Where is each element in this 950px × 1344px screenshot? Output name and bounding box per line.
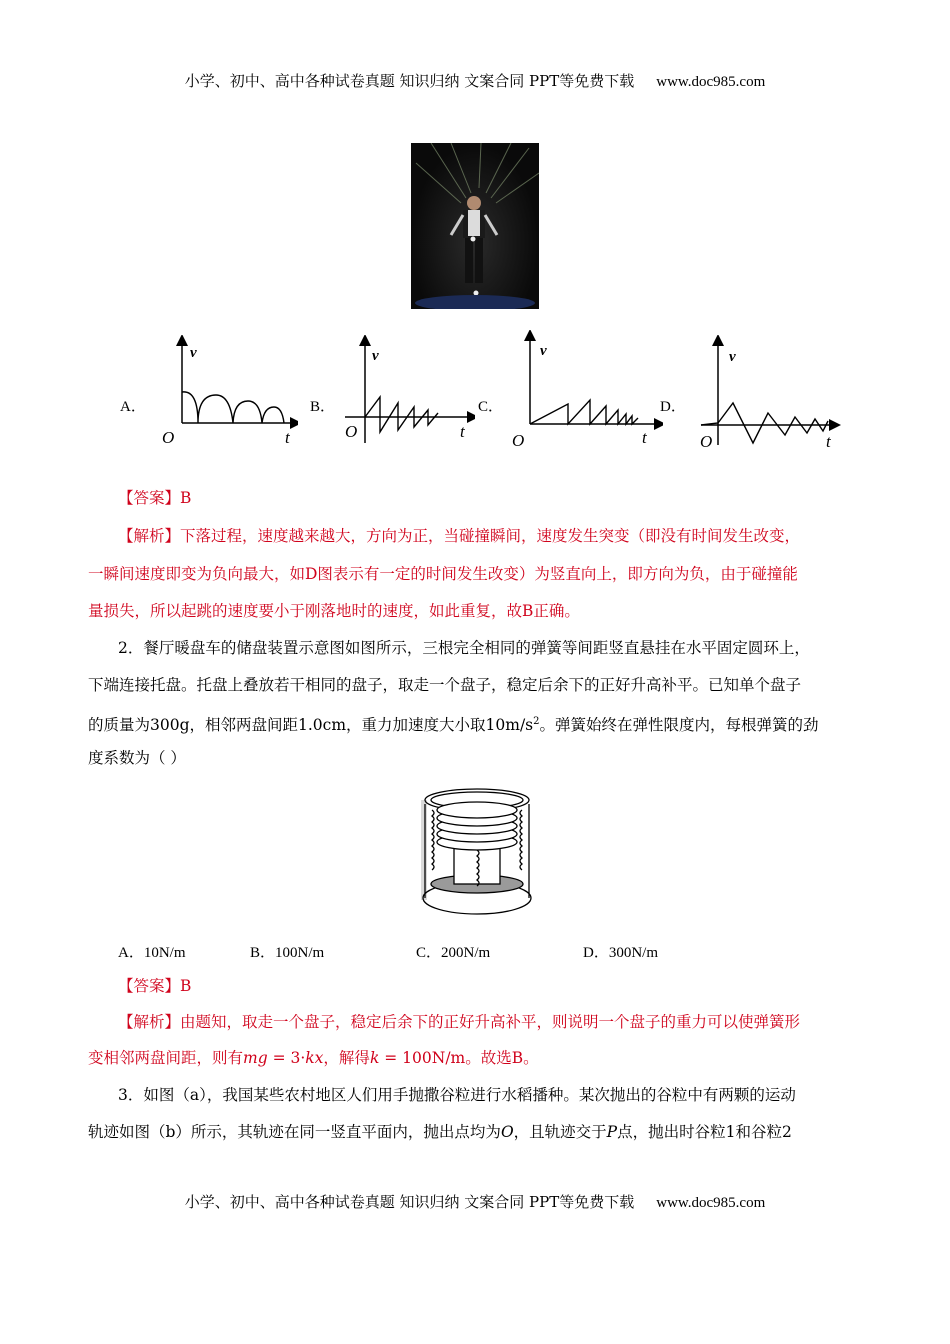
q1-analysis-l3: 量损失，所以起跳的速度要小于刚落地时的速度，如此重复，故B正确。	[88, 602, 580, 620]
graph-d	[693, 335, 843, 450]
q2-option-d: D．300N/m	[583, 945, 659, 961]
q2-analysis-l2: 变相邻两盘间距，则有mg = 3·kx，解得k = 100N/m。故选B。	[88, 1049, 539, 1067]
footer-text: 小学、初中、高中各种试卷真题 知识归纳 文案合同 PPT等免费下载	[184, 1193, 635, 1211]
svg-text:O: O	[700, 432, 713, 450]
q2-option-b: B．100N/m	[250, 945, 325, 961]
svg-text:v: v	[190, 345, 197, 361]
option-d-label: D．	[660, 399, 686, 415]
q3-stem-l2: 轨迹如图（b）所示，其轨迹在同一竖直平面内，抛出点均为O，且轨迹交于P点，抛出时谷粒1和谷粒2	[88, 1123, 792, 1141]
q2-stem-l4: 度系数为（ ）	[88, 749, 186, 767]
header-text: 小学、初中、高中各种试卷真题 知识归纳 文案合同 PPT等免费下载	[184, 72, 635, 90]
svg-text:t: t	[826, 432, 831, 450]
page-footer	[0, 1191, 950, 1212]
svg-text:t: t	[460, 422, 465, 441]
q1-analysis-l1: 【解析】下落过程，速度越来越大，方向为正，当碰撞瞬间，速度发生突变（即没有时间发生改变，	[118, 527, 801, 545]
q2-stem-l1: 2．餐厅暖盘车的储盘装置示意图如图所示，三根完全相同的弹簧等间距竖直悬挂在水平固定圆环上，	[118, 639, 810, 657]
svg-text:t: t	[285, 428, 290, 447]
option-b-label: B．	[310, 399, 336, 415]
option-a-label: A．	[120, 399, 146, 415]
svg-text:t: t	[642, 428, 647, 447]
q1-answer: 【答案】B	[118, 489, 192, 507]
svg-text:O: O	[345, 422, 358, 441]
plate-rack-diagram	[420, 780, 535, 920]
q2-stem-l3: 的质量为300g，相邻两盘间距1.0cm，重力加速度大小取$10m/s^2$。弹簧始终在弹性限度内，每根弹簧的劲	[88, 716, 819, 735]
q2-option-c: C．200N/m	[416, 945, 491, 961]
q2-option-a: A．10N/m	[118, 945, 186, 961]
option-c-label: C．	[478, 399, 504, 415]
svg-text:O: O	[512, 431, 525, 450]
svg-text:v: v	[540, 343, 547, 359]
q2-analysis-l1: 【解析】由题知，取走一个盘子，稳定后余下的正好升高补平，则说明一个盘子的重力可以使弹簧形	[118, 1013, 801, 1031]
graph-a	[158, 335, 298, 450]
q2-answer: 【答案】B	[118, 977, 192, 995]
graph-b	[340, 335, 475, 445]
svg-text:O: O	[162, 428, 175, 447]
graph-c	[508, 330, 663, 450]
header-url: www.doc985.com	[656, 74, 766, 90]
q2-stem-l2: 下端连接托盘。托盘上叠放若干相同的盘子，取走一个盘子，稳定后余下的正好升高补平。已知单个盘子	[88, 676, 802, 694]
footer-url: www.doc985.com	[656, 1195, 766, 1211]
performer-photo	[411, 143, 539, 309]
q1-analysis-l2: 一瞬间速度即变为负向最大，如D图表示有一定的时间发生改变）为竖直向上，即方向为负，由于碰撞能	[88, 565, 798, 583]
page-header	[0, 70, 950, 91]
svg-text:v: v	[372, 348, 379, 364]
svg-text:v: v	[729, 349, 736, 365]
q3-stem-l1: 3．如图（a），我国某些农村地区人们用手抛撒谷粒进行水稻播种。某次抛出的谷粒中有两颗的运动	[118, 1086, 796, 1104]
